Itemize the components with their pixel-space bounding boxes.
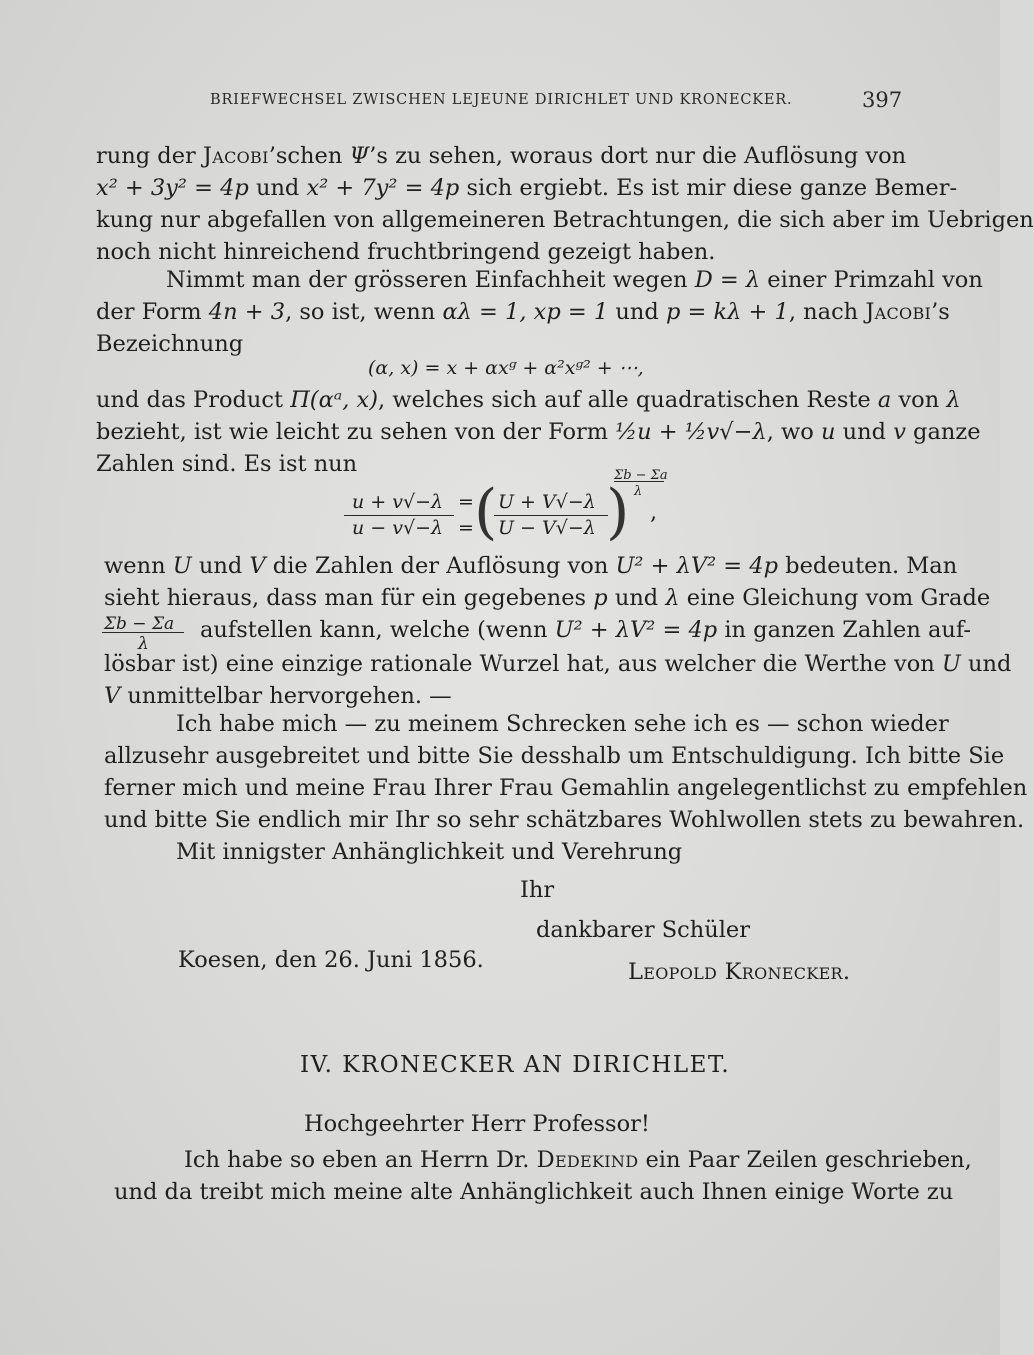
- signature-name: Leopold Kronecker.: [628, 959, 851, 985]
- text-line: und bitte Sie endlich mir Ihr so sehr schätzbares Wohlwollen stets zu bewahren.: [104, 807, 1025, 833]
- text-line: aufstellen kann, welche (wenn U² + λV² = 4p in ganzen Zahlen auf-: [200, 617, 972, 643]
- equation-denominator-left: u − v√−λ: [352, 517, 444, 539]
- exponent-numerator: Σb − Σa: [614, 468, 668, 483]
- equation-numerator-right: U + V√−λ: [498, 491, 596, 513]
- text-line: ferner mich und meine Frau Ihrer Frau Gemahlin angelegentlichst zu empfehlen: [104, 775, 1028, 801]
- equation-numerator-left: u + v√−λ: [352, 491, 444, 513]
- degree-denominator: λ: [138, 634, 149, 654]
- text-line: bezieht, ist wie leicht zu sehen von der Form ½u + ½v√−λ, wo u und v ganze: [96, 419, 981, 445]
- salutation: Hochgeehrter Herr Professor!: [304, 1111, 650, 1137]
- text-line: x² + 3y² = 4p und x² + 7y² = 4p sich ergiebt. Es ist mir diese ganze Bemer-: [96, 175, 958, 201]
- text-line: lösbar ist) eine einzige rationale Wurzel hat, aus welcher die Werthe von U und: [104, 651, 1012, 677]
- running-head: BRIEFWECHSEL ZWISCHEN LEJEUNE DIRICHLET UND KRONECKER.: [210, 92, 793, 108]
- date-place: Koesen, den 26. Juni 1856.: [178, 947, 484, 973]
- left-paren: (: [474, 477, 498, 547]
- right-paren: ): [606, 477, 630, 547]
- text-line: allzusehr ausgebreitet und bitte Sie desshalb um Entschuldigung. Ich bitte Sie: [104, 743, 1005, 769]
- text-line: Ich habe mich — zu meinem Schrecken sehe ich es — schon wieder: [176, 711, 949, 737]
- text-line: der Form 4n + 3, so ist, wenn αλ = 1, xp = 1 und p = kλ + 1, nach Jacobi’s: [96, 299, 950, 325]
- text-line: Bezeichnung: [96, 331, 244, 357]
- text-line: wenn U und V die Zahlen der Auflösung von U² + λV² = 4p bedeuten. Man: [104, 553, 958, 579]
- text-line: kung nur abgefallen von allgemeineren Betrachtungen, die sich aber im Uebrigen: [96, 207, 1034, 233]
- section-heading: IV. KRONECKER AN DIRICHLET.: [300, 1052, 731, 1078]
- text-line: Zahlen sind. Es ist nun: [96, 451, 358, 477]
- text-line: Nimmt man der grösseren Einfachheit wegen D = λ einer Primzahl von: [166, 267, 983, 293]
- degree-numerator: Σb − Σa: [104, 614, 175, 634]
- comma: ,: [650, 499, 658, 525]
- text-line: Ich habe so eben an Herrn Dr. Dedekind ein Paar Zeilen geschrieben,: [184, 1147, 972, 1173]
- page-number: 397: [862, 88, 903, 112]
- text-line: und das Product Π(αᵃ, x), welches sich auf alle quadratischen Reste a von λ: [96, 387, 961, 413]
- text-line: rung der Jacobi’schen Ψ’s zu sehen, woraus dort nur die Auflösung von: [96, 143, 907, 169]
- text-line: sieht hieraus, dass man für ein gegebenes p und λ eine Gleichung vom Grade: [104, 585, 991, 611]
- equation-alpha-x: (α, x) = x + αxᵍ + α²xᵍ² + ⋯,: [368, 357, 644, 379]
- closing-ihr: Ihr: [520, 877, 555, 903]
- equation-denominator-right: U − V√−λ: [498, 517, 596, 539]
- text-line: und da treibt mich meine alte Anhänglichkeit auch Ihnen einige Worte zu: [114, 1179, 954, 1205]
- equals-sign: =: [458, 491, 474, 513]
- closing-title: dankbarer Schüler: [536, 917, 751, 943]
- closing-line: Mit innigster Anhänglichkeit und Verehrung: [176, 839, 683, 865]
- exponent-denominator: λ: [634, 484, 643, 499]
- text-line: V unmittelbar hervorgehen. —: [104, 683, 452, 709]
- text-line: noch nicht hinreichend fruchtbringend gezeigt haben.: [96, 239, 716, 265]
- equals-sign: =: [458, 517, 474, 539]
